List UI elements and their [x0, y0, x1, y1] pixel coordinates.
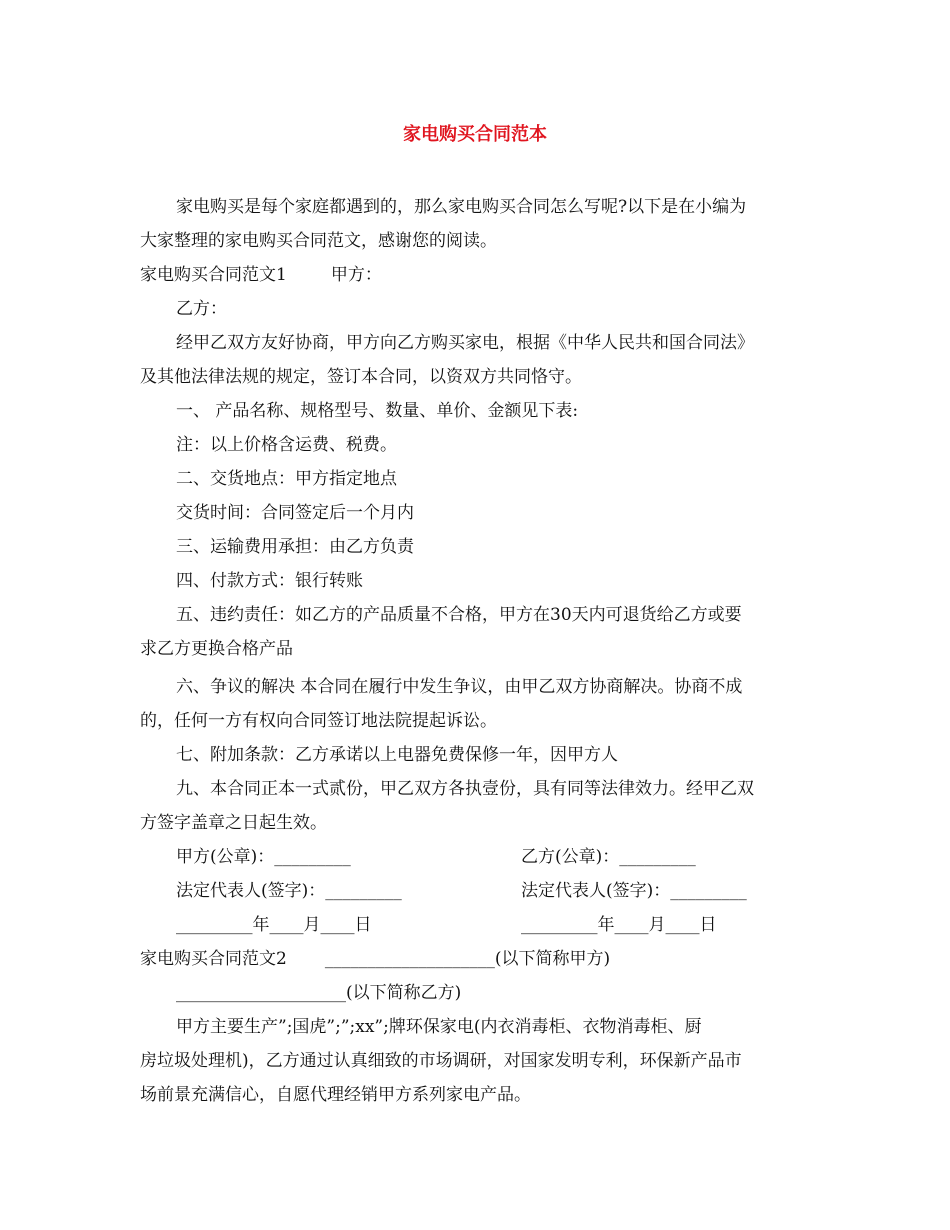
- delivery-time: 交货时间：合同签定后一个月内: [176, 503, 414, 523]
- intro-line-2: 大家整理的家电购买合同范文，感谢您的阅读。: [140, 231, 497, 251]
- clause-9-line-1: 九、本合同正本一式贰份，甲乙双方各执壹份，具有同等法律效力。经甲乙双: [176, 779, 754, 799]
- intro-line-1: 家电购买是每个家庭都遇到的，那么家电购买合同怎么写呢?以下是在小编为: [176, 197, 747, 217]
- party-b-date: _________年____月____日: [521, 915, 717, 935]
- clause-5-line-1: 五、违约责任：如乙方的产品质量不合格，甲方在30天内可退货给乙方或要: [176, 605, 742, 625]
- sample2-body-line-1: 甲方主要生产”;国虎”;”;xx”;牌环保家电(内衣消毒柜、衣物消毒柜、厨: [176, 1017, 702, 1037]
- party-a-seal: 甲方(公章)：_________: [176, 847, 351, 867]
- clause-6-line-1: 六、争议的解决 本合同在履行中发生争议，由甲乙双方协商解决。协商不成: [176, 677, 743, 697]
- party-b-seal: 乙方(公章)：_________: [521, 847, 696, 867]
- party-a-date: _________年____月____日: [176, 915, 372, 935]
- preamble-line-2: 及其他法律法规的规定，签订本合同，以资双方共同恪守。: [140, 367, 582, 387]
- price-note: 注：以上价格含运费、税费。: [176, 435, 397, 455]
- sample1-heading: 家电购买合同范文1: [140, 265, 287, 285]
- clause-1: 一、 产品名称、规格型号、数量、单价、金额见下表:: [176, 401, 579, 421]
- clause-3: 三、运输费用承担：由乙方负责: [176, 537, 414, 557]
- preamble-line-1: 经甲乙双方友好协商，甲方向乙方购买家电，根据《中华人民共和国合同法》: [176, 333, 754, 353]
- sample2-party-b-line: ____________________(以下简称乙方): [176, 983, 462, 1003]
- party-a-representative: 法定代表人(签字)：_________: [176, 881, 402, 901]
- clause-4: 四、付款方式：银行转账: [176, 571, 363, 591]
- party-b-representative: 法定代表人(签字)：_________: [521, 881, 747, 901]
- sample2-heading: 家电购买合同范文2: [140, 949, 287, 969]
- party-a-label: 甲方：: [330, 265, 382, 285]
- sample1-heading-row: [140, 264, 820, 286]
- sample2-body-line-2: 房垃圾处理机)，乙方通过认真细致的市场调研，对国家发明专利，环保新产品市: [140, 1051, 742, 1071]
- sample2-body-line-3: 场前景充满信心，自愿代理经销甲方系列家电产品。: [140, 1085, 531, 1105]
- clause-5-line-2: 求乙方更换合格产品: [140, 639, 293, 659]
- sample2-party-a-line: ____________________(以下简称甲方): [324, 949, 611, 969]
- party-b-label: 乙方：: [176, 299, 227, 319]
- document-title: 家电购买合同范本: [403, 124, 547, 145]
- sample2-heading-row: [140, 948, 820, 970]
- clause-7: 七、附加条款：乙方承诺以上电器免费保修一年，因甲方人: [176, 745, 618, 765]
- clause-2: 二、交货地点：甲方指定地点: [176, 469, 397, 489]
- clause-6-line-2: 的，任何一方有权向合同签订地法院提起诉讼。: [140, 711, 497, 731]
- clause-9-line-2: 方签字盖章之日起生效。: [140, 813, 327, 833]
